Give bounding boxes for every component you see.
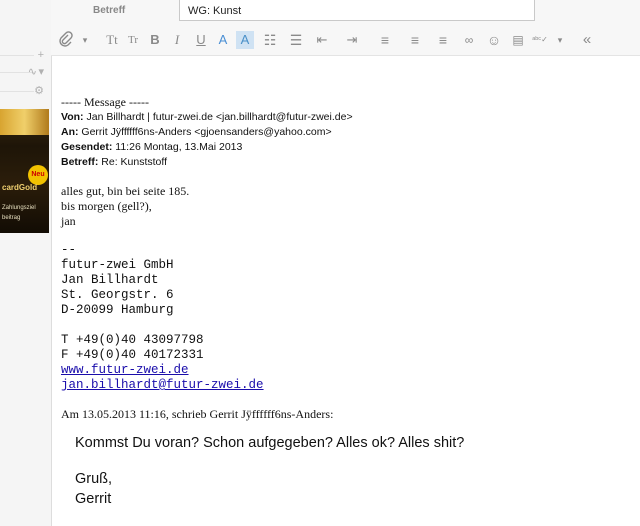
email-link[interactable]: jan.billhardt@futur-zwei.de	[61, 378, 264, 392]
signature-line: futur-zwei GmbH	[61, 258, 174, 272]
sent-value: 11:26 Montag, 13.Mai 2013	[115, 141, 243, 153]
subject-label: Betreff	[93, 5, 126, 16]
sidebar-row	[0, 84, 50, 98]
chevron-down-icon[interactable]: ▾	[557, 35, 563, 45]
body-line: alles gut, bin bei seite 185.	[61, 184, 190, 198]
signature-line: Jan Billhardt	[61, 273, 159, 287]
from-value: Jan Billhardt | futur-zwei.de <jan.billhardt@futur-zwei.de>	[86, 111, 353, 123]
ad-card-graphic	[0, 109, 49, 135]
ad-new-badge: Neu	[28, 165, 48, 185]
divider	[0, 91, 34, 92]
subject-header-value: Re: Kunststoff	[101, 156, 168, 168]
plus-icon[interactable]: +	[37, 49, 44, 61]
chevron-down-icon[interactable]: ▾	[38, 66, 44, 78]
to-value: Gerrit Jÿffffff6ns-Anders <gjoensanders@yahoo.com>	[81, 126, 332, 138]
dropdown-icon[interactable]: ▾	[82, 35, 88, 45]
advertisement-banner[interactable]	[0, 109, 49, 233]
bold-icon[interactable]: B	[150, 32, 160, 47]
body-line: jan	[61, 214, 76, 228]
to-label: An:	[61, 126, 79, 138]
gear-icon[interactable]: ⚙	[34, 85, 44, 97]
quoted-line: Gruß,	[75, 471, 113, 487]
align-left-icon[interactable]: ≡	[380, 32, 390, 48]
quote-icon[interactable]: ▤	[512, 33, 524, 47]
align-center-icon[interactable]: ≡	[410, 32, 420, 48]
quoted-line: Kommst Du voran? Schon aufgegeben? Alles ok? Alles shit?	[75, 435, 465, 451]
quoted-line: Gerrit	[75, 491, 112, 507]
formatting-toolbar	[51, 25, 640, 56]
website-link[interactable]: www.futur-zwei.de	[61, 363, 189, 377]
subject-row	[51, 0, 640, 25]
indent-icon[interactable]: ⇥	[346, 32, 358, 47]
header-from	[61, 110, 353, 125]
collapse-icon[interactable]: «	[582, 31, 592, 48]
align-right-icon[interactable]: ≡	[438, 32, 448, 48]
spellcheck-icon[interactable]: ᵃᵇᶜ✓	[532, 35, 548, 44]
underline-icon[interactable]: U	[196, 32, 206, 47]
ad-text: Zahlungsziel	[2, 205, 36, 211]
divider	[0, 55, 34, 56]
forward-separator: ----- Message -----	[61, 95, 149, 109]
outdent-icon[interactable]: ⇤	[316, 32, 328, 47]
sidebar-row	[0, 65, 50, 79]
left-sidebar	[0, 0, 52, 526]
subject-input[interactable]: WG: Kunst	[179, 0, 535, 21]
ad-headline: cardGold	[2, 183, 38, 192]
attachment-icon[interactable]	[57, 31, 75, 49]
sidebar-row	[0, 48, 50, 62]
emoji-icon[interactable]: ☺	[486, 32, 502, 48]
highlight-icon[interactable]: A	[236, 31, 254, 49]
signature-line: --	[61, 243, 77, 257]
link-icon[interactable]: ∞	[464, 33, 474, 47]
font-size-small-icon[interactable]: Tr	[128, 34, 138, 46]
header-subject	[61, 155, 167, 170]
body-line: bis morgen (gell?),	[61, 199, 152, 213]
numbered-list-icon[interactable]: ☰	[289, 32, 303, 48]
sent-label: Gesendet:	[61, 141, 113, 153]
ad-text: beitrag	[2, 215, 21, 221]
signature-line: St. Georgstr. 6	[61, 288, 174, 302]
signature-line: D-20099 Hamburg	[61, 303, 174, 317]
header-to	[61, 125, 332, 140]
from-label: Von:	[61, 111, 84, 123]
bullet-list-icon[interactable]: ☷	[263, 32, 277, 48]
italic-icon[interactable]: I	[174, 32, 180, 47]
quote-intro: Am 13.05.2013 11:16, schrieb Gerrit Jÿffffff6ns-Anders:	[61, 407, 334, 421]
header-sent	[61, 140, 242, 155]
signature-fax: F +49(0)40 40172331	[61, 348, 204, 362]
font-size-large-icon[interactable]: Tt	[106, 32, 118, 47]
scribble-icon[interactable]: ∿	[27, 66, 37, 78]
signature-phone: T +49(0)40 43097798	[61, 333, 204, 347]
text-color-icon[interactable]: A	[218, 32, 228, 47]
subject-header-label: Betreff:	[61, 156, 99, 168]
